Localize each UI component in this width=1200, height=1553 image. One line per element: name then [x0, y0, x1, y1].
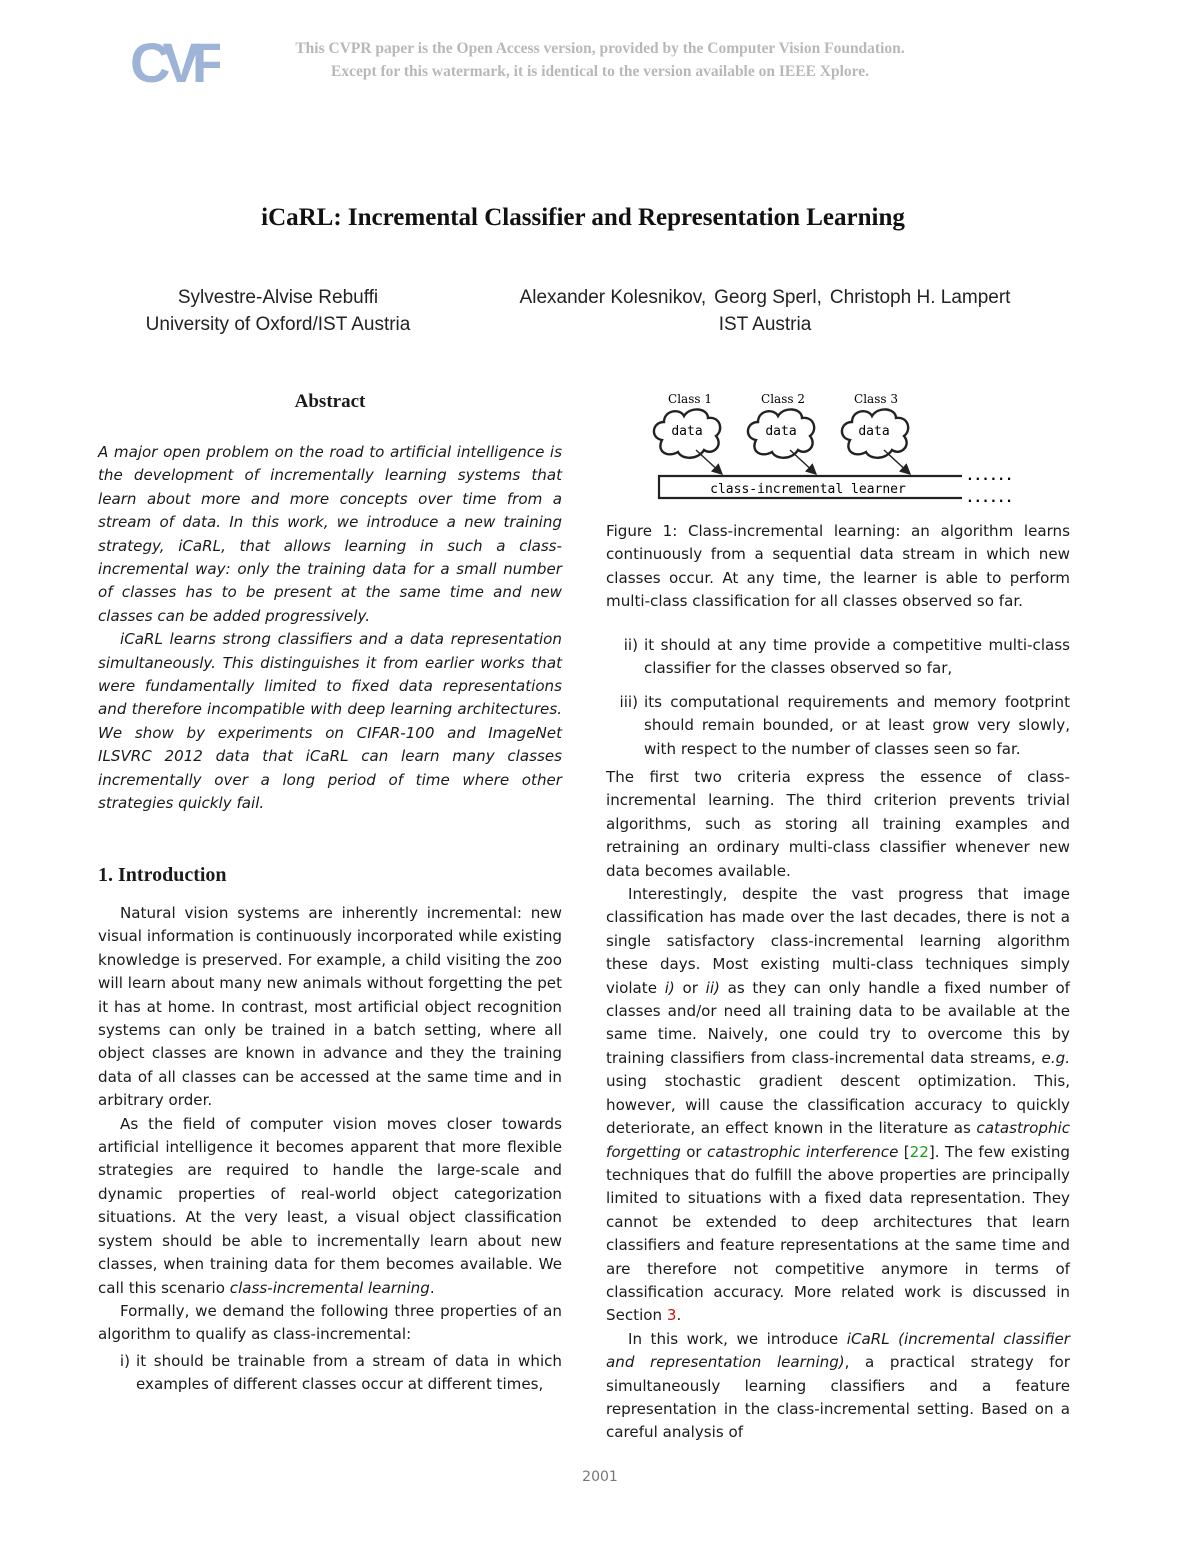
class-1-label: Class 1: [668, 392, 712, 406]
class-2-node: [748, 392, 814, 458]
watermark-line-2: Except for this watermark, it is identical to the version available on IEEE Xplore.: [330, 63, 870, 80]
intro-paragraph: Natural vision systems are inherently incremental: new visual information is continuously incorporated while existing knowledge is preserved. For example, a child visiting the zoo will learn about many new animals without forgetting the pet it has at home. In contrast, most artificial object recognition systems can only be trained in a batch setting, where all object classes are known in advance and they the training data of all classes can be accessed at the same time and in arbitrary order.: [98, 904, 562, 1110]
watermark-line-1: This CVPR paper is the Open Access version, provided by the Computer Vision Foundation.: [295, 40, 905, 57]
introduction-continued: [606, 766, 1070, 1445]
list-item: iii) its computational requirements and memory footprint should remain bounded, or at least grow very slowly, with respect to the number of classes seen so far.: [606, 691, 1070, 761]
author-name: Alexander Kolesnikov,: [519, 287, 707, 308]
list-item: i) it should be trainable from a stream of data in which examples of different classes occur at different times,: [98, 1350, 562, 1397]
watermark-text: [200, 37, 1000, 83]
paper-title: iCaRL: Incremental Classifier and Representation Learning: [261, 204, 905, 231]
figure-1-caption: Figure 1: Class-incremental learning: an algorithm learns continuously from a sequential data stream in which new classes occur. At any time, the learner is able to perform multi-class classification for all classes observed so far.: [606, 522, 1070, 611]
arrow: [696, 450, 722, 474]
cloud-label: data: [765, 424, 797, 439]
intro-paragraph: Formally, we demand the following three properties of an algorithm to qualify as class-incremental:: [98, 1301, 562, 1344]
list-number: iii): [619, 692, 638, 711]
learner-label: class-incremental learner: [710, 482, 906, 497]
cvf-logo-text: CVF: [130, 31, 218, 92]
author-name: Christoph H. Lampert: [829, 287, 1011, 308]
author-affiliation: University of Oxford/IST Austria: [145, 314, 411, 335]
continuation-dots: ......: [966, 469, 1013, 484]
intro-paragraph: In this work, we introduce iCaRL (incremental classifier and representation learning), a practical strategy for simultaneously learning classifiers and a feature representation in the class-incremental setting. Based on a careful analysis of: [606, 1329, 1070, 1442]
list-item: ii) it should at any time provide a competitive multi-class classifier for the classes observed so far,: [606, 634, 1070, 681]
cloud-label: data: [671, 424, 703, 439]
author-block-right: [470, 284, 1060, 338]
abstract-paragraph: iCaRL learns strong classifiers and a data representation simultaneously. This distinguishes it from earlier works that were fundamentally limited to fixed data representations and therefore incompatible with deep learning architectures. We show by experiments on CIFAR-100 and ImageNet ILSVRC 2012 data that iCaRL can learn many classes incrementally over a long period of time where other strategies quickly fail.: [98, 630, 562, 813]
page-number: 2001: [582, 1469, 618, 1485]
arrow: [790, 450, 816, 474]
cloud-label: data: [858, 424, 890, 439]
intro-paragraph: Interestingly, despite the vast progress that image classification has made over the last decades, there is not a single satisfactory class-incremental learning algorithm these days. Most existing multi-class techniques simply violate i) or ii) as they can only handle a fixed number of classes and/or need all training data to be available at the same time. Naively, one could try to overcome this by training classifiers from class-incremental data streams, e.g. using stochastic gradient descent optimization. This, however, will cause the classification accuracy to quickly deteriorate, an effect known in the literature as catastrophic forgetting or catastrophic interference [22]. The few existing techniques that do fulfill the above properties are principally limited to situations with a fixed data representation. They cannot be extended to deep architectures that learn classifiers and feature representations at the same time and are therefore not competitive anymore in terms of classification accuracy. More related work is discussed in Section 3.: [606, 885, 1070, 1325]
introduction-body: [98, 902, 562, 1397]
author-name: Georg Sperl,: [714, 287, 822, 308]
author-affiliation: IST Austria: [718, 314, 812, 335]
abstract-body: [98, 441, 562, 816]
emphasis: iCaRL (incremental classifier and representation learning): [606, 1329, 1070, 1372]
continuation-dots: ......: [966, 491, 1013, 504]
abstract-paragraph: A major open problem on the road to artificial intelligence is the development of incrementally learning systems that learn about more and more concepts over time from a stream of data. In this work, we introduce a new training strategy, iCaRL, that allows learning in such a class-incremental way: only the training data for a small number of classes has to be present at the same time and new classes can be added progressively.: [98, 443, 562, 625]
author-name: Sylvestre-Alvise Rebuffi: [177, 287, 379, 308]
list-number: i): [119, 1351, 130, 1370]
class-1-node: [654, 392, 720, 458]
criteria-list: [606, 634, 1070, 761]
abstract-heading: Abstract: [294, 391, 366, 412]
figure-1-diagram: [606, 388, 1070, 504]
list-number: ii): [623, 636, 638, 654]
intro-paragraph: The first two criteria express the essence of class-incremental learning. The third criterion prevents trivial algorithms, such as storing all training examples and retraining an ordinary multi-class classifier whenever new data becomes available.: [606, 768, 1070, 880]
class-3-node: [842, 392, 908, 458]
class-2-label: Class 2: [761, 392, 805, 406]
author-names: [470, 284, 1060, 311]
arrow: [884, 450, 910, 474]
learner-box: [658, 469, 1013, 504]
intro-paragraph: As the field of computer vision moves closer towards artificial intelligence it becomes apparent that more flexible strategies are required to handle the large-scale and dynamic properties of real-world object categorization situations. At the very least, a visual object classification system should be able to incrementally learn about new classes, when training data for them becomes available. We call this scenario class-incremental learning.: [98, 1114, 562, 1297]
author-block-left: [100, 284, 456, 338]
section-reference-link[interactable]: 3: [666, 1306, 677, 1325]
citation-link[interactable]: 22: [909, 1142, 929, 1161]
class-3-label: Class 3: [854, 392, 898, 406]
section-heading-introduction: 1. Introduction: [98, 864, 227, 886]
emphasis: class-incremental learning: [229, 1278, 430, 1297]
